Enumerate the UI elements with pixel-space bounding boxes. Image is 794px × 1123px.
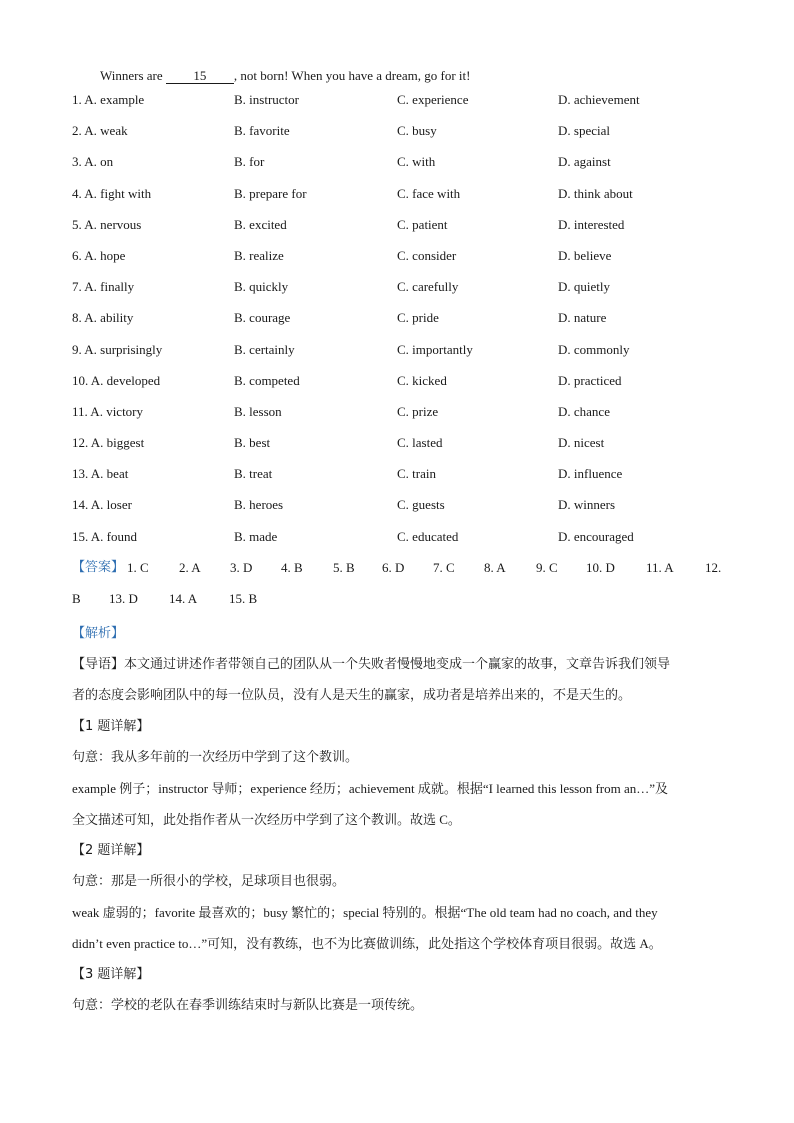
option-c: C. lasted bbox=[397, 435, 443, 451]
option-c: C. pride bbox=[397, 310, 439, 326]
q2-meaning: 句意：那是一所很小的学校，足球项目也很弱。 bbox=[72, 873, 346, 889]
answer-item: 9. C bbox=[536, 559, 558, 575]
guide-paragraph bbox=[72, 649, 732, 711]
option-b: B. excited bbox=[234, 216, 287, 232]
option-d: D. winners bbox=[558, 497, 616, 513]
q1-title: 【1 题详解】 bbox=[72, 718, 150, 734]
option-a: 3. A. on bbox=[72, 154, 114, 170]
q2-expl-2: didn’t even practice to…”可知，没有教练，也不为比赛做训练，此处指这个学校体育项目很弱。故选 A。 bbox=[72, 935, 662, 951]
option-c: C. carefully bbox=[397, 279, 459, 295]
option-a: 9. A. surprisingly bbox=[72, 341, 163, 357]
answer-item: 5. B bbox=[333, 559, 355, 575]
answer-item: 11. A bbox=[646, 559, 674, 575]
question-row-15 bbox=[72, 525, 732, 556]
question-row-1 bbox=[72, 88, 732, 119]
guide-text-2: 者的态度会影响团队中的每一位队员，没有人是天生的赢家，成功者是培养出来的，不是天生的。 bbox=[72, 687, 632, 703]
option-a: 11. A. victory bbox=[72, 403, 144, 419]
option-a: 13. A. beat bbox=[72, 466, 129, 482]
guide-label: 【导语】 bbox=[72, 656, 125, 672]
answer-line-2 bbox=[72, 587, 732, 618]
question-row-5 bbox=[72, 213, 732, 244]
option-a: 2. A. weak bbox=[72, 123, 128, 139]
question-row-14 bbox=[72, 493, 732, 524]
q3-meaning: 句意：学校的老队在春季训练结束时与新队比赛是一项传统。 bbox=[72, 997, 424, 1013]
option-b: B. realize bbox=[234, 247, 284, 263]
option-b: B. courage bbox=[234, 310, 291, 326]
option-b: B. best bbox=[234, 435, 271, 451]
question-row-3 bbox=[72, 150, 732, 181]
question-row-11 bbox=[72, 400, 732, 431]
option-c: C. consider bbox=[397, 247, 457, 263]
answer-line-1 bbox=[72, 556, 732, 587]
option-c: C. train bbox=[397, 466, 436, 482]
option-b: B. heroes bbox=[234, 497, 284, 513]
option-d: D. encouraged bbox=[558, 528, 634, 544]
option-c: C. experience bbox=[397, 92, 469, 107]
option-b: B. made bbox=[234, 528, 278, 544]
answer-item: 8. A bbox=[484, 559, 506, 575]
answer-item: 6. D bbox=[382, 559, 405, 575]
option-a: 4. A. fight with bbox=[72, 185, 152, 201]
options-list bbox=[72, 88, 732, 556]
option-b: B. instructor bbox=[234, 92, 299, 107]
option-d: D. believe bbox=[558, 247, 612, 263]
option-a: 12. A. biggest bbox=[72, 435, 145, 451]
option-b: B. for bbox=[234, 154, 265, 170]
option-d: D. chance bbox=[558, 403, 610, 419]
answer-item: 10. D bbox=[586, 559, 615, 575]
q2-expl-1: weak 虚弱的；favorite 最喜欢的；busy 繁忙的；special 特别的。根据“The old team had no coach, and they bbox=[72, 904, 658, 920]
option-d: D. commonly bbox=[558, 341, 630, 357]
option-b: B. quickly bbox=[234, 279, 289, 295]
option-b: B. competed bbox=[234, 372, 300, 388]
option-b: B. treat bbox=[234, 466, 273, 482]
question-row-2 bbox=[72, 119, 732, 150]
answer-item: 3. D bbox=[230, 559, 253, 575]
option-d: D. practiced bbox=[558, 372, 622, 388]
q1-expl-1: example 例子；instructor 导师；experience 经历；achievement 成就。根据“I learned this lesson from an…”及 bbox=[72, 780, 669, 796]
option-b: B. favorite bbox=[234, 123, 290, 139]
intro-after: , not born! When you have a dream, go for it! bbox=[233, 68, 471, 83]
question-row-8 bbox=[72, 306, 732, 337]
answer-item: 14. A bbox=[169, 590, 198, 606]
option-a: 14. A. loser bbox=[72, 497, 132, 513]
option-a: 15. A. found bbox=[72, 528, 137, 544]
answer-item: B bbox=[72, 590, 81, 606]
answer-item: 7. C bbox=[433, 559, 455, 575]
option-d: D. nature bbox=[558, 310, 607, 326]
blank-15: 15 bbox=[166, 69, 234, 84]
option-c: C. busy bbox=[397, 123, 437, 139]
option-b: B. certainly bbox=[234, 341, 295, 357]
option-d: D. influence bbox=[558, 466, 623, 482]
answer-item: 12. bbox=[705, 559, 722, 575]
option-b: B. prepare for bbox=[234, 185, 307, 201]
answer-item: 1. C bbox=[127, 559, 149, 575]
answer-item: 2. A bbox=[179, 559, 201, 575]
question-row-12 bbox=[72, 431, 732, 462]
option-d: D. interested bbox=[558, 216, 625, 232]
question-row-7 bbox=[72, 275, 732, 306]
answer-item: 13. D bbox=[109, 590, 138, 606]
question-row-4 bbox=[72, 182, 732, 213]
option-c: C. face with bbox=[397, 185, 461, 201]
option-c: C. patient bbox=[397, 216, 448, 232]
q2-title: 【2 题详解】 bbox=[72, 842, 150, 858]
q3-title: 【3 题详解】 bbox=[72, 966, 150, 982]
option-c: C. importantly bbox=[397, 341, 473, 357]
option-a: 7. A. finally bbox=[72, 279, 135, 295]
guide-text-1: 本文通过讲述作者带领自己的团队从一个失败者慢慢地变成一个赢家的故事，文章告诉我们领导 bbox=[124, 656, 671, 672]
option-c: C. educated bbox=[397, 528, 459, 544]
option-d: D. nicest bbox=[558, 435, 605, 451]
question-row-6 bbox=[72, 244, 732, 275]
q1-explanation bbox=[72, 773, 732, 835]
option-a: 10. A. developed bbox=[72, 372, 161, 388]
q1-expl-2: 全文描述可知，此处指作者从一次经历中学到了这个教训。故选 C。 bbox=[72, 811, 461, 827]
q2-explanation bbox=[72, 897, 732, 959]
passage-closing-sentence bbox=[72, 64, 732, 88]
question-row-9 bbox=[72, 338, 732, 369]
intro-before: Winners are bbox=[100, 68, 166, 83]
option-d: D. quietly bbox=[558, 279, 610, 295]
question-row-10 bbox=[72, 369, 732, 400]
option-d: D. achievement bbox=[558, 92, 640, 107]
option-b: B. lesson bbox=[234, 403, 282, 419]
option-d: D. special bbox=[558, 123, 610, 139]
option-a: 5. A. nervous bbox=[72, 216, 142, 232]
option-d: D. against bbox=[558, 154, 611, 170]
option-d: D. think about bbox=[558, 185, 633, 201]
question-row-13 bbox=[72, 462, 732, 493]
q1-meaning: 句意：我从多年前的一次经历中学到了这个教训。 bbox=[72, 749, 359, 765]
option-c: C. prize bbox=[397, 403, 439, 419]
option-a: 1. A. example bbox=[72, 92, 145, 107]
option-c: C. guests bbox=[397, 497, 445, 513]
option-c: C. with bbox=[397, 154, 436, 170]
document-page bbox=[72, 64, 732, 1021]
analysis-label: 【解析】 bbox=[72, 625, 125, 641]
option-a: 6. A. hope bbox=[72, 247, 126, 263]
option-c: C. kicked bbox=[397, 372, 447, 388]
answer-label: 【答案】 bbox=[72, 559, 125, 575]
answer-item: 4. B bbox=[281, 559, 303, 575]
answer-item: 15. B bbox=[229, 590, 258, 606]
option-a: 8. A. ability bbox=[72, 310, 134, 326]
